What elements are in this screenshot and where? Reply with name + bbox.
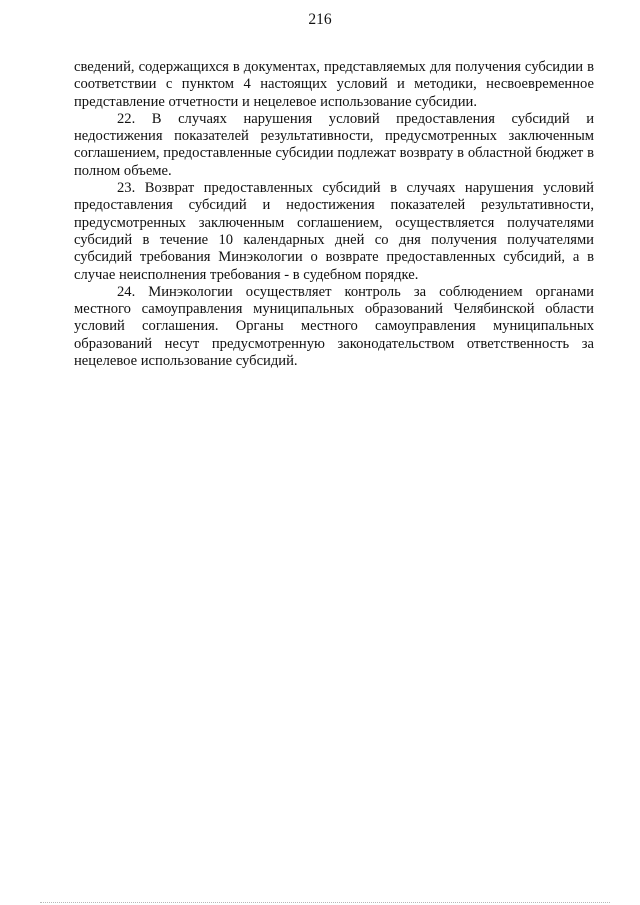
scan-edge-artifact xyxy=(40,901,610,903)
document-body xyxy=(74,59,594,370)
page-number: 216 xyxy=(308,11,332,28)
paragraph-23: 23. Возврат предоставленных субсидий в случаях нарушения условий предоставления субсидий и недостижения показателей результативности, предусмотренных заключенным соглашением, осуществляется получателями субсидий в течение 10 календарных дней со дня получения получателями субсидий требования Минэкологии о возврате предоставленных субсидий, а в случае неисполнения требования - в судебном порядке. xyxy=(74,180,594,283)
paragraph-22: 22. В случаях нарушения условий предоставления субсидий и недостижения показателей результативности, предусмотренных заключенным соглашением, предоставленные субсидии подлежат возврату в областной бюджет в полном объеме. xyxy=(74,110,594,179)
paragraph-24: 24. Минэкологии осуществляет контроль за соблюдением органами местного самоуправления муниципальных образований Челябинской области условий соглашения. Органы местного самоуправления муниципальных образований несут предусмотренную законодательством ответственность за нецелевое использование субсидий. xyxy=(74,283,594,370)
paragraph-continuation: сведений, содержащихся в документах, представляемых для получения субсидии в соответствии с пунктом 4 настоящих условий и методики, несвоевременное представление отчетности и нецелевое использование субсидии. xyxy=(74,59,594,110)
